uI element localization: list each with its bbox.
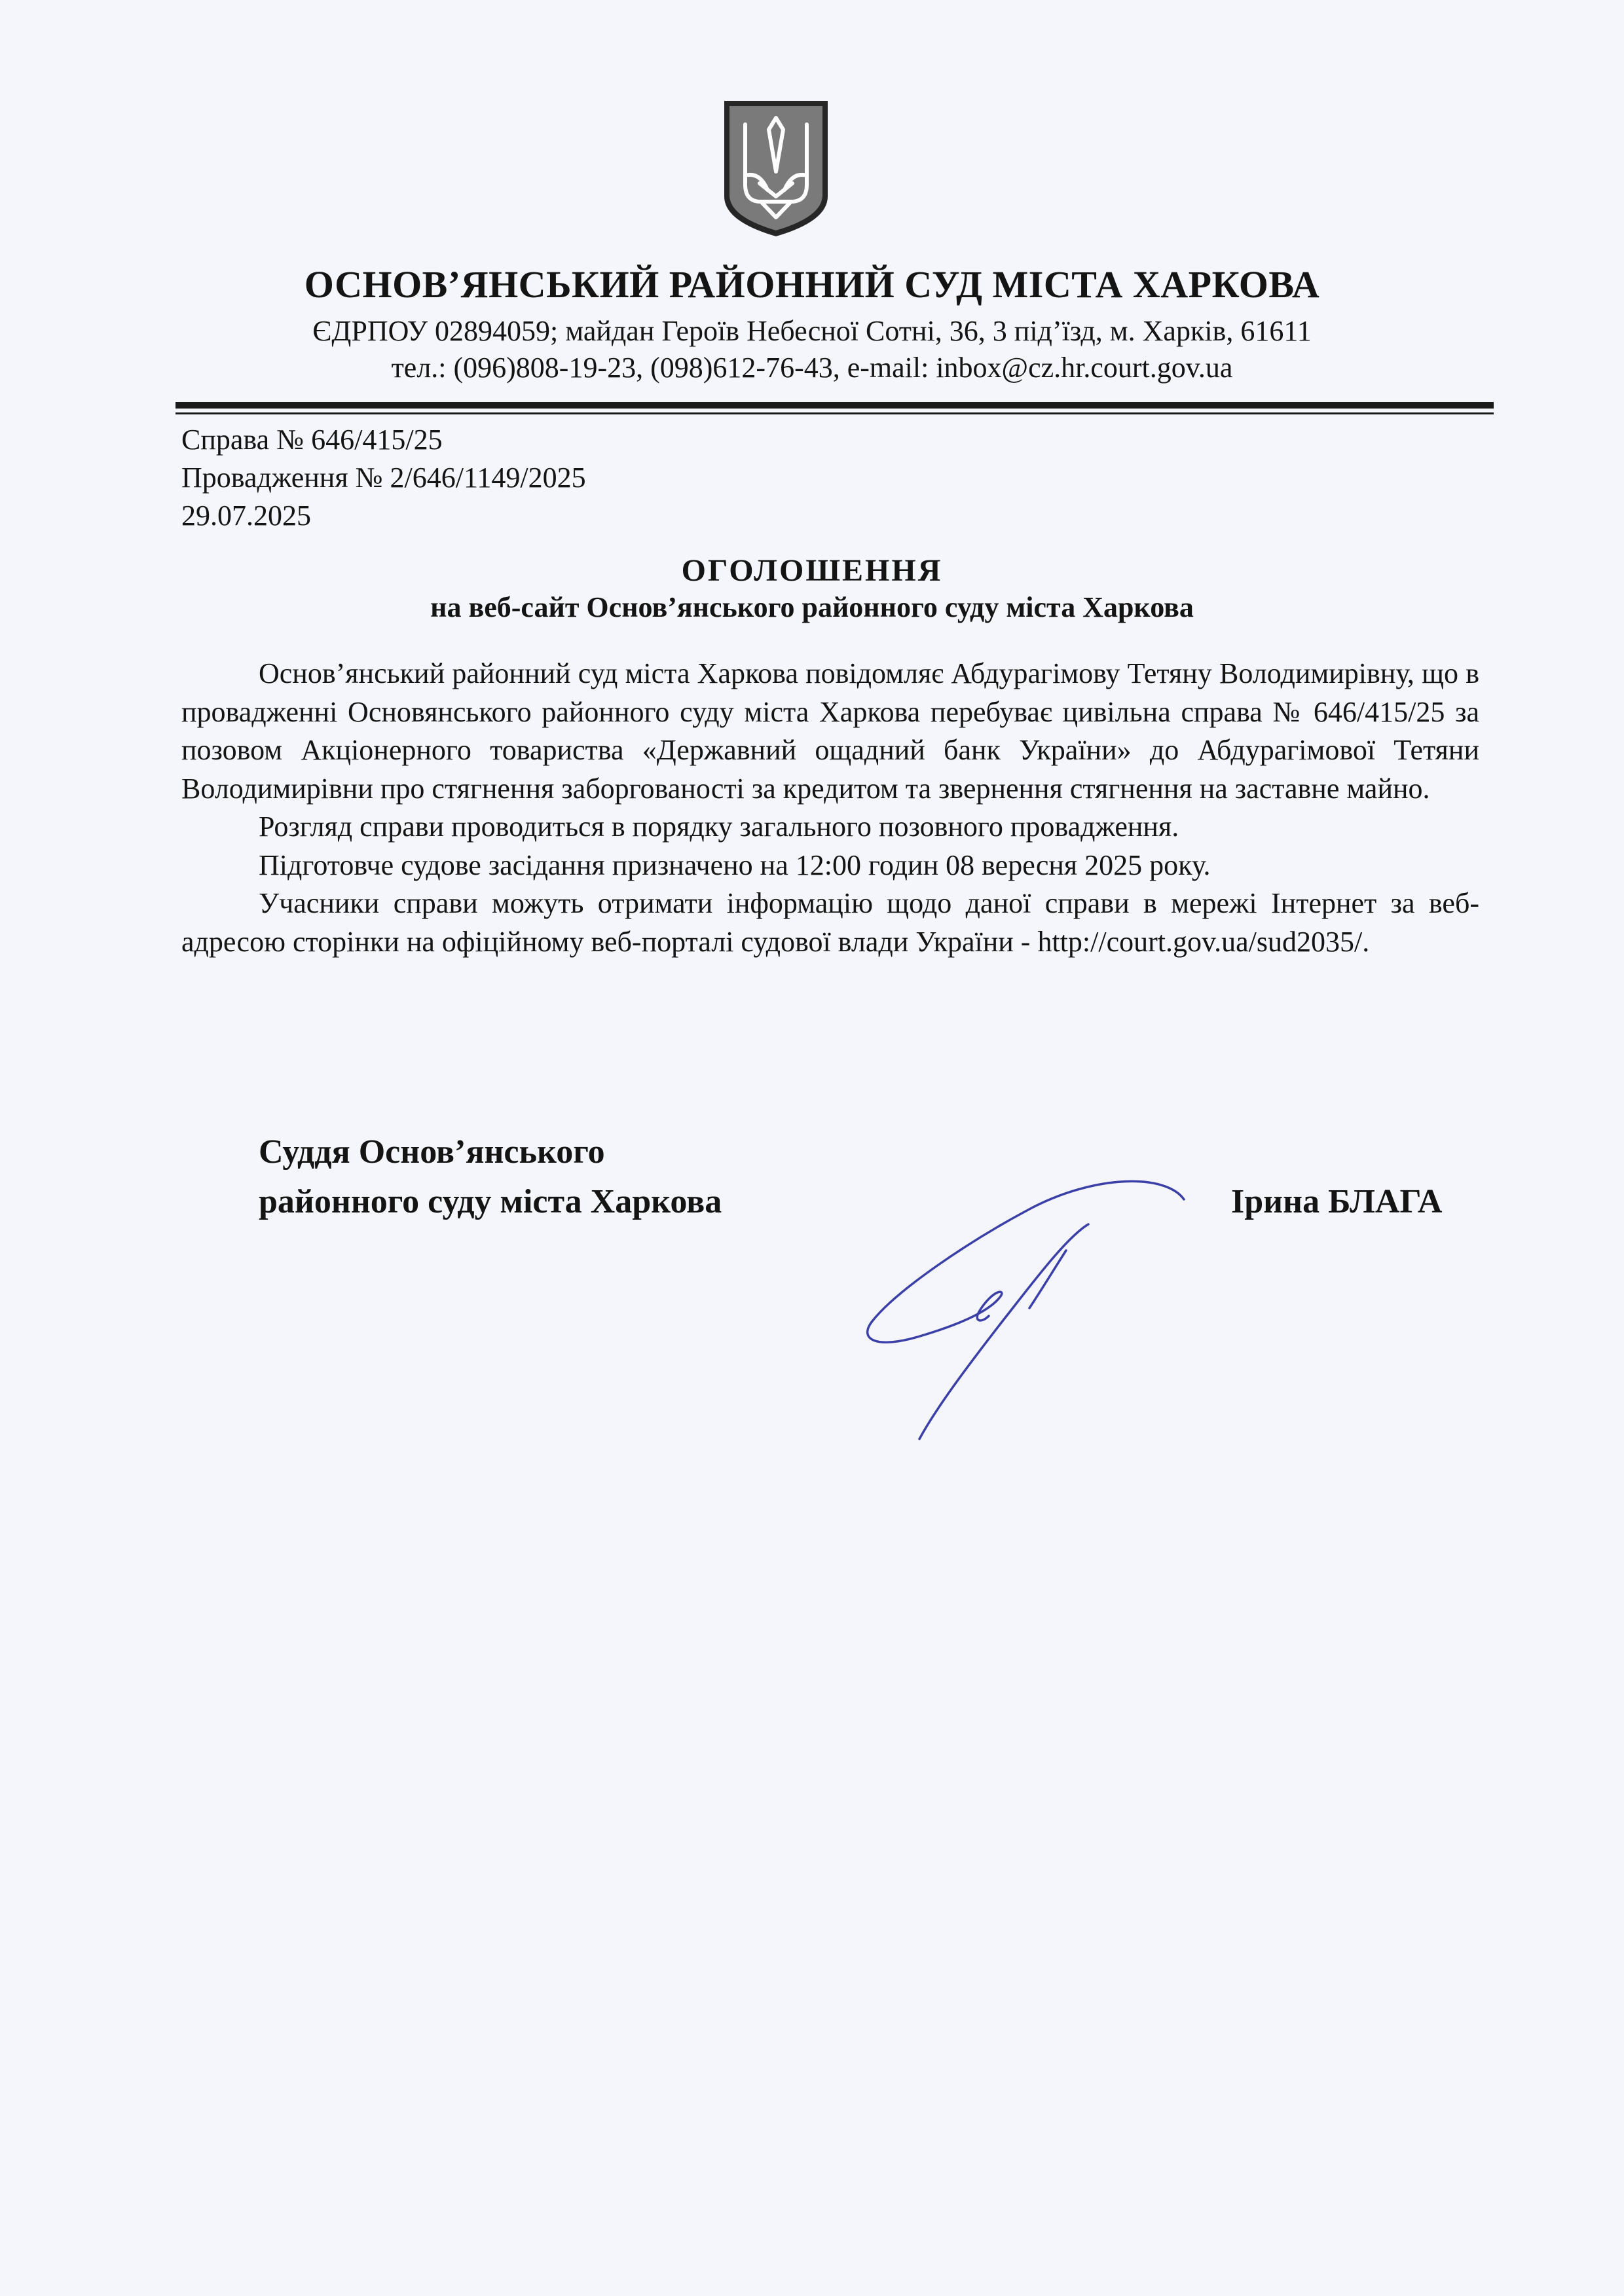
case-number: Справа № 646/415/25 bbox=[181, 424, 443, 456]
judge-name: Ірина БЛАГА bbox=[1231, 1183, 1443, 1220]
judge-position-line-1: Суддя Основ’янського bbox=[259, 1133, 605, 1171]
announcement-body bbox=[181, 655, 1479, 961]
body-paragraph: Розгляд справи проводиться в порядку загального позовного провадження. bbox=[259, 811, 1179, 843]
document-date: 29.07.2025 bbox=[181, 500, 311, 532]
header-divider-thin bbox=[175, 412, 1494, 414]
body-paragraph: Основ’янський районний суд міста Харкова повідомляє Абдурагімову Тетяну Володимирівну, що в провадженні Основянського районного суду міста Харкова перебуває цивільна справа № 646/415/25 за позовом Акціонерного товариства «Державний ощадний банк України» до Абдурагімової Тетяни Володимирівни про стягнення заборгованості за кредитом та звернення стягнення на заставне майно. bbox=[181, 657, 1479, 805]
announcement-subtitle: на веб-сайт Основ’янського районного суду міста Харкова bbox=[430, 591, 1194, 623]
body-paragraph: Учасники справи можуть отримати інформацію щодо даної справи в мережі Інтернет за веб-адресою сторінки на офіційному веб-порталі судової влади України - http://court.gov.ua/sud2035/. bbox=[181, 887, 1479, 958]
judge-position-line-2: районного суду міста Харкова bbox=[259, 1183, 722, 1220]
header-divider-thick bbox=[175, 402, 1494, 409]
announcement-title: ОГОЛОШЕННЯ bbox=[681, 553, 943, 588]
court-contacts: тел.: (096)808-19-23, (098)612-76-43, e-mail: inbox@cz.hr.court.gov.ua bbox=[391, 352, 1233, 384]
proceeding-number: Провадження № 2/646/1149/2025 bbox=[181, 462, 586, 494]
court-name: ОСНОВ’ЯНСЬКИЙ РАЙОННИЙ СУД МІСТА ХАРКОВА bbox=[304, 263, 1320, 306]
body-paragraph: Підготовче судове засідання призначено на 12:00 годин 08 вересня 2025 року. bbox=[259, 848, 1211, 881]
trident-coat-of-arms-icon bbox=[720, 98, 832, 239]
handwritten-signature bbox=[858, 1159, 1205, 1447]
judge-position bbox=[259, 1127, 722, 1227]
court-address: ЄДРПОУ 02894059; майдан Героїв Небесної Сотні, 36, 3 під’їзд, м. Харків, 61611 bbox=[312, 315, 1312, 347]
